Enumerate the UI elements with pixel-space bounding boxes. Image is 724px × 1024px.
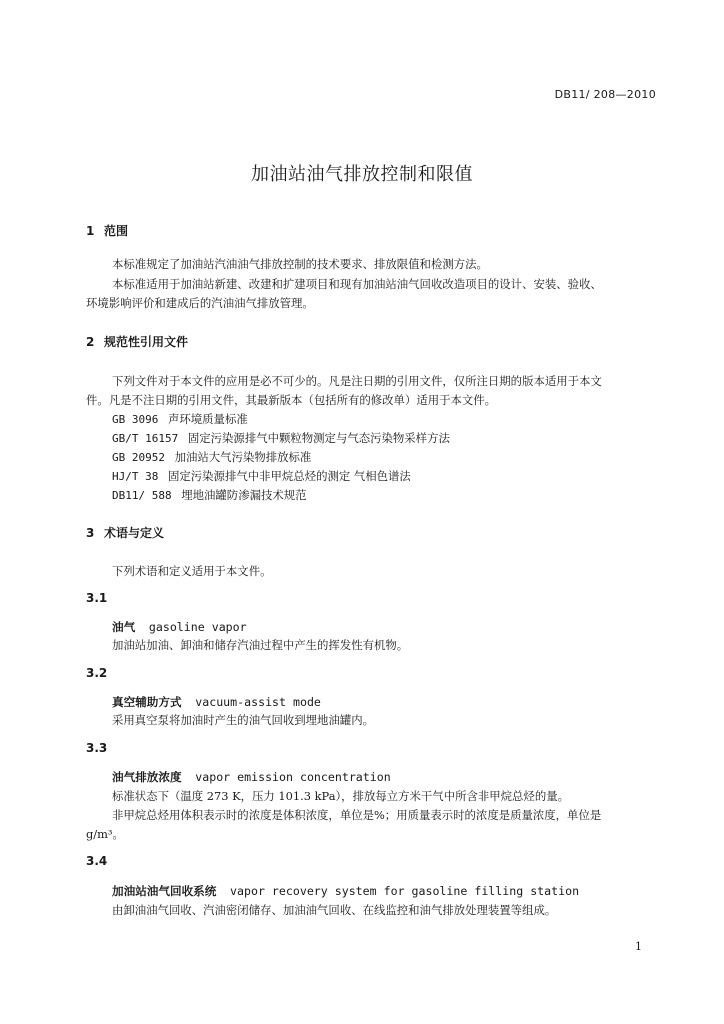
section-heading-1	[86, 222, 128, 239]
reference-title: 固定污染源排气中颗粒物测定与气态污染物采样方法	[187, 431, 450, 445]
reference-code: DB11/ 588	[112, 489, 172, 502]
reference-item	[112, 467, 411, 486]
term-definition-note: 非甲烷总烃用体积表示时的浓度是体积浓度，单位是%；用质量表示时的浓度是质量浓度，单位是	[112, 808, 602, 822]
reference-code: GB 3096	[112, 413, 159, 426]
references-intro-cont: 件。凡是不注日期的引用文件，其最新版本（包括所有的修改单）适用于本文件。	[86, 393, 497, 407]
reference-code: HJ/T 38	[112, 470, 159, 483]
term-zh: 油气	[112, 620, 136, 634]
reference-item	[112, 448, 311, 467]
reference-code: GB 20952	[112, 451, 165, 464]
term-definition: 标准状态下（温度 273 K，压力 101.3 kPa），排放每立方米干气中所含非甲烷总烃的量。	[112, 789, 569, 803]
clause-number: 3.3	[86, 741, 108, 755]
reference-title: 声环境质量标准	[167, 412, 248, 426]
references-intro: 下列文件对于本文件的应用是必不可少的。凡是注日期的引用文件，仅所注日期的版本适用于本文	[112, 374, 602, 388]
term-definition: 加油站加油、卸油和储存汽油过程中产生的挥发性有机物。	[112, 638, 409, 652]
term-en: vapor emission concentration	[195, 770, 391, 784]
clause-number: 3.2	[86, 666, 108, 680]
document-number: DB11/ 208—2010	[554, 88, 656, 101]
term-definition: 由卸油油气回收、汽油密闭储存、加油油气回收、在线监控和油气排放处理装置等组成。	[112, 903, 557, 917]
clause-number: 3.4	[86, 854, 108, 868]
scope-paragraph-2-cont: 环境影响评价和建成后的汽油油气排放管理。	[86, 296, 314, 310]
term-zh: 加油站油气回收系统	[112, 884, 217, 898]
term-en: vapor recovery system for gasoline filling station	[230, 884, 580, 898]
scope-paragraph-2: 本标准适用于加油站新建、改建和扩建项目和现有加油站油气回收改造项目的设计、安装、验收、	[112, 277, 602, 291]
section-title: 规范性引用文件	[104, 335, 189, 349]
reference-code: GB/T 16157	[112, 432, 179, 445]
page-number: 1	[635, 940, 642, 953]
section-number: 2	[86, 335, 95, 349]
reference-item	[112, 429, 450, 448]
term-definition-note-cont: g/m³。	[86, 827, 124, 841]
section-title: 术语与定义	[104, 526, 165, 540]
reference-title: 加油站大气污染物排放标准	[174, 450, 312, 464]
scope-paragraph-1: 本标准规定了加油站汽油油气排放控制的技术要求、排放限值和检测方法。	[112, 257, 488, 271]
clause-number: 3.1	[86, 591, 108, 605]
reference-title: 埋地油罐防渗漏技术规范	[181, 488, 307, 502]
term-entry	[112, 619, 247, 635]
term-definition: 采用真空泵将加油时产生的油气回收到埋地油罐内。	[112, 713, 374, 727]
document-title: 加油站油气排放控制和限值	[251, 164, 473, 185]
term-zh: 油气排放浓度	[112, 770, 182, 784]
section-number: 3	[86, 526, 95, 540]
terms-intro: 下列术语和定义适用于本文件。	[112, 564, 272, 578]
section-number: 1	[86, 224, 95, 238]
section-heading-3	[86, 524, 164, 541]
term-entry	[112, 694, 321, 710]
section-title: 范围	[104, 224, 129, 238]
section-heading-2	[86, 333, 188, 350]
term-en: gasoline vapor	[148, 620, 247, 634]
term-entry	[112, 769, 391, 785]
term-entry	[112, 883, 579, 899]
term-zh: 真空辅助方式	[112, 695, 182, 709]
reference-item	[112, 486, 307, 505]
reference-item	[112, 410, 248, 429]
reference-title: 固定污染源排气中非甲烷总烃的测定 气相色谱法	[167, 469, 411, 483]
term-en: vacuum-assist mode	[195, 695, 321, 709]
